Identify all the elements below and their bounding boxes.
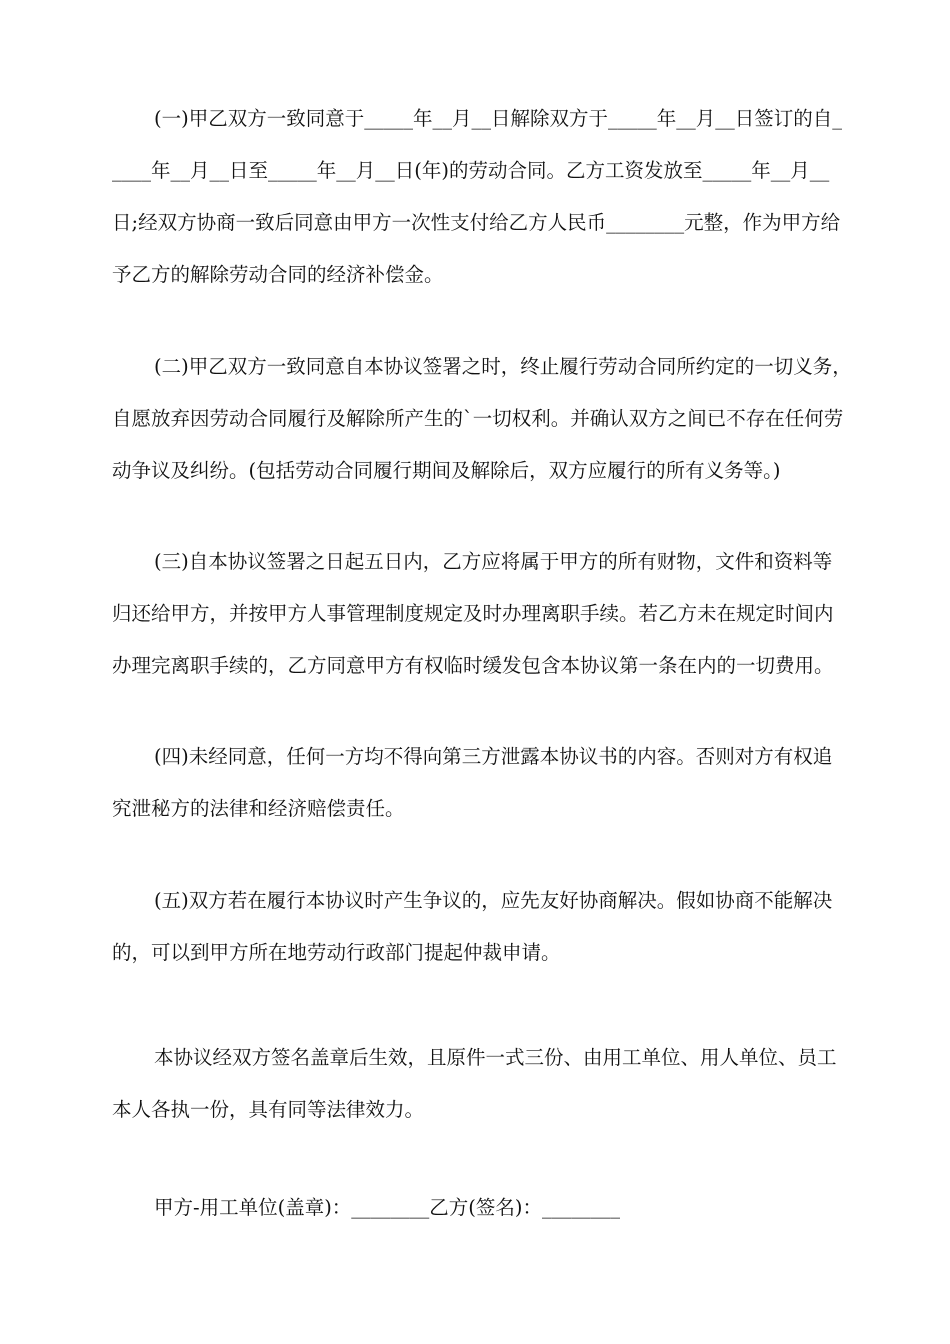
clause-5-text-1: (五)双方若在履行本协议时产生争议的，应先友好协商解决。假如协商不能解决 xyxy=(154,889,833,912)
signature-row xyxy=(112,1182,836,1234)
clause-3-line-1 xyxy=(112,536,836,588)
clause-5-dispute-resolution xyxy=(112,875,836,979)
clause-5-line-2 xyxy=(112,927,836,979)
clause-3-text-3: 办理完离职手续的，乙方同意甲方有权临时缓发包含本协议第一条在内的一切费用。 xyxy=(112,654,834,677)
clause-2-line-1 xyxy=(112,341,852,393)
clause-1-text-2: ____年__月__日至_____年__月__日(年)的劳动合同。乙方工资发放至_____年__月__ xyxy=(112,159,830,182)
clause-2-text-1: (二)甲乙双方一致同意自本协议签署之时，终止履行劳动合同所约定的一切义务， xyxy=(154,355,852,378)
effectiveness-line-2 xyxy=(112,1084,836,1136)
clause-1-text-4: 予乙方的解除劳动合同的经济补偿金。 xyxy=(112,263,444,286)
clause-5-line-1 xyxy=(112,875,836,927)
clause-4-text-1: (四)未经同意，任何一方均不得向第三方泄露本协议书的内容。否则对方有权追 xyxy=(154,745,833,768)
clause-4-text-2: 究泄秘方的法律和经济赔偿责任。 xyxy=(112,797,405,820)
clause-3-text-2: 归还给甲方，并按甲方人事管理制度规定及时办理离职手续。若乙方未在规定时间内 xyxy=(112,602,834,625)
effectiveness-clause xyxy=(112,1032,836,1136)
clause-2-text-3: 动争议及纠纷。(包括劳动合同履行期间及解除后，双方应履行的所有义务等。) xyxy=(112,459,781,482)
clause-1-line-3 xyxy=(112,197,841,249)
clause-4-line-2 xyxy=(112,783,836,835)
clause-2-text-2: 自愿放弃因劳动合同履行及解除所产生的`一切权利。并确认双方之间已不存在任何劳 xyxy=(112,407,844,430)
clause-1-line-4 xyxy=(112,249,836,301)
signature-line xyxy=(112,1182,836,1234)
clause-5-text-2: 的，可以到甲方所在地劳动行政部门提起仲裁申请。 xyxy=(112,941,561,964)
effectiveness-text-2: 本人各执一份，具有同等法律效力。 xyxy=(112,1098,425,1121)
clause-2-line-3 xyxy=(112,445,836,497)
clause-3-return-of-property xyxy=(112,536,836,692)
clause-2-line-2 xyxy=(112,393,844,445)
clause-2-waiver-of-obligations xyxy=(112,341,852,497)
signature-text: 甲方-用工单位(盖章)：________乙方(签名)：________ xyxy=(154,1196,621,1219)
clause-3-line-2 xyxy=(112,588,836,640)
clause-4-confidentiality xyxy=(112,731,836,835)
clause-1-line-2 xyxy=(112,145,836,197)
clause-1-text-1: (一)甲乙双方一致同意于_____年__月__日解除双方于_____年__月__日签订的自_ xyxy=(154,107,842,130)
clause-3-text-1: (三)自本协议签署之日起五日内，乙方应将属于甲方的所有财物，文件和资料等 xyxy=(154,550,833,573)
clause-4-line-1 xyxy=(112,731,836,783)
clause-1-termination-date-and-compensation xyxy=(112,93,842,301)
effectiveness-text-1: 本协议经双方签名盖章后生效，且原件一式三份、由用工单位、用人单位、员工 xyxy=(154,1046,837,1069)
effectiveness-line-1 xyxy=(112,1032,836,1084)
clause-1-line-1 xyxy=(112,93,842,145)
clause-3-line-3 xyxy=(112,640,836,692)
clause-1-text-3: 日;经双方协商一致后同意由甲方一次性支付给乙方人民币________元整，作为甲方给 xyxy=(112,211,841,234)
